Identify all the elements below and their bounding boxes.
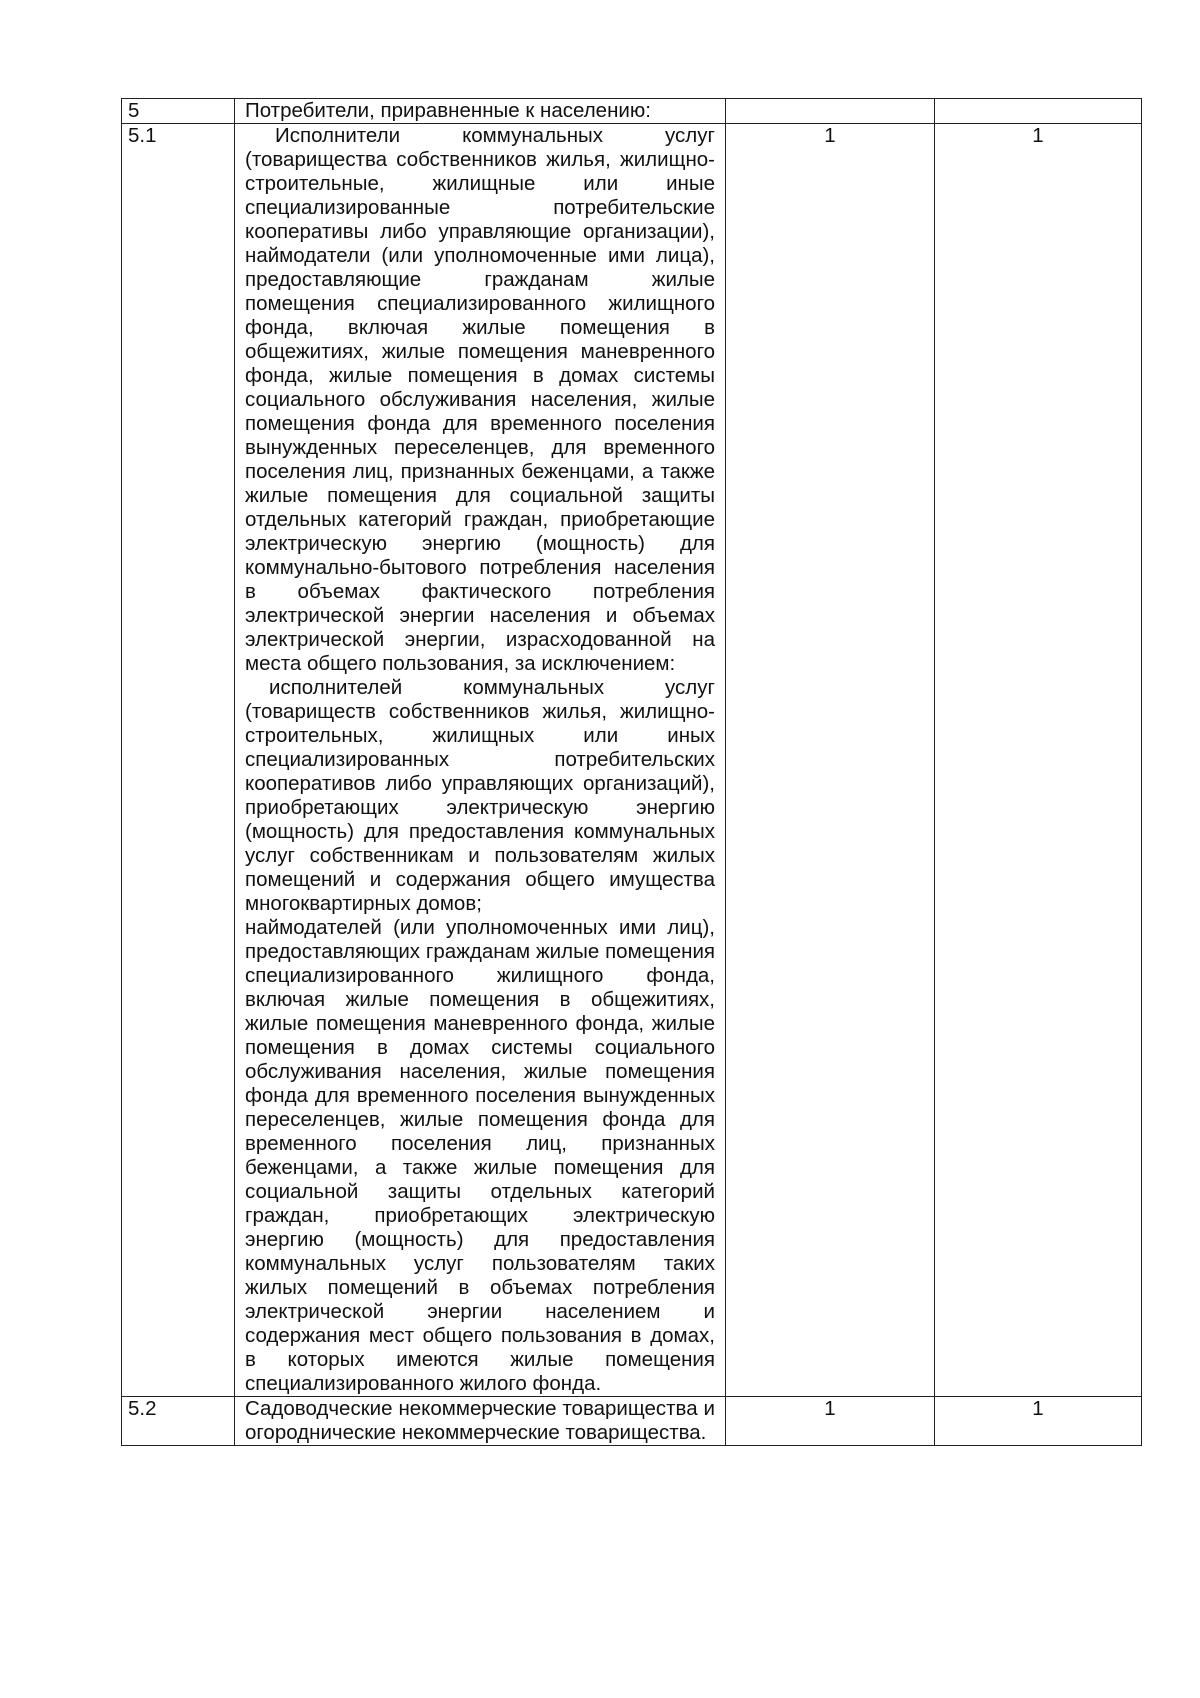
row-description (235, 1397, 726, 1446)
row-number: 5.1 (122, 124, 235, 1397)
value-cell-1 (726, 99, 935, 124)
table-row-5-2 (122, 1397, 1142, 1446)
row-number: 5.2 (122, 1397, 235, 1446)
value-cell-1: 1 (726, 1397, 935, 1446)
category-heading: Потребители, приравненные к населению: (245, 99, 651, 122)
tariff-table (121, 98, 1142, 1446)
description-paragraph: Исполнители коммунальных услуг (товарищества собственников жилья, жилищно-строительные, жилищные или иные специализированные потребительские кооперативы либо управляющие организации), наймодатели (или уполномоченные ими лица), предоставляющие гражданам жилые помещения специализированного жилищного фонда, включая жилые помещения в общежитиях, жилые помещения маневренного фонда, жилые помещения в домах системы социального обслуживания населения, жилые помещения фонда для временного поселения вынужденных переселенцев, для временного поселения лиц, признанных беженцами, а также жилые помещения для социальной защиты отдельных категорий граждан, приобретающие электрическую энергию (мощность) для коммунально-бытового потребления населения в объемах фактического потребления электрической энергии населения и объемах электрической энергии, израсходованной на места общего пользования, за исключением: (245, 124, 715, 675)
description-paragraph: Садоводческие некоммерческие товарищества и огороднические некоммерческие товарищества. (245, 1397, 715, 1444)
exception-paragraph: наймодателей (или уполномоченных ими лиц), предоставляющих гражданам жилые помещения специализированного жилищного фонда, включая жилые помещения в общежитиях, жилые помещения маневренного фонда, жилые помещения в домах системы социального обслуживания населения, жилые помещения фонда для временного поселения вынужденных переселенцев, жилые помещения фонда для временного поселения лиц, признанных беженцами, а также жилые помещения для социальной защиты отдельных категорий граждан, приобретающих электрическую энергию (мощность) для предоставления коммунальных услуг пользователям таких жилых помещений в объемах потребления электрической энергии населением и содержания мест общего пользования в домах, в которых имеются жилые помещения специализированного жилого фонда. (245, 916, 715, 1395)
row-description (235, 124, 726, 1397)
value-cell-2 (935, 99, 1142, 124)
value-cell-2: 1 (935, 124, 1142, 1397)
value-cell-2: 1 (935, 1397, 1142, 1446)
table-row-5-1 (122, 124, 1142, 1397)
table-row-5 (122, 99, 1142, 124)
exception-paragraph: исполнителей коммунальных услуг (товариществ собственников жилья, жилищно-строительных, жилищных или иных специализированных потребительских кооперативов либо управляющих организаций), приобретающих электрическую энергию (мощность) для предоставления коммунальных услуг собственникам и пользователям жилых помещений и содержания общего имущества многоквартирных домов; (245, 676, 715, 915)
value-cell-1: 1 (726, 124, 935, 1397)
row-number: 5 (122, 99, 235, 124)
row-description (235, 99, 726, 124)
